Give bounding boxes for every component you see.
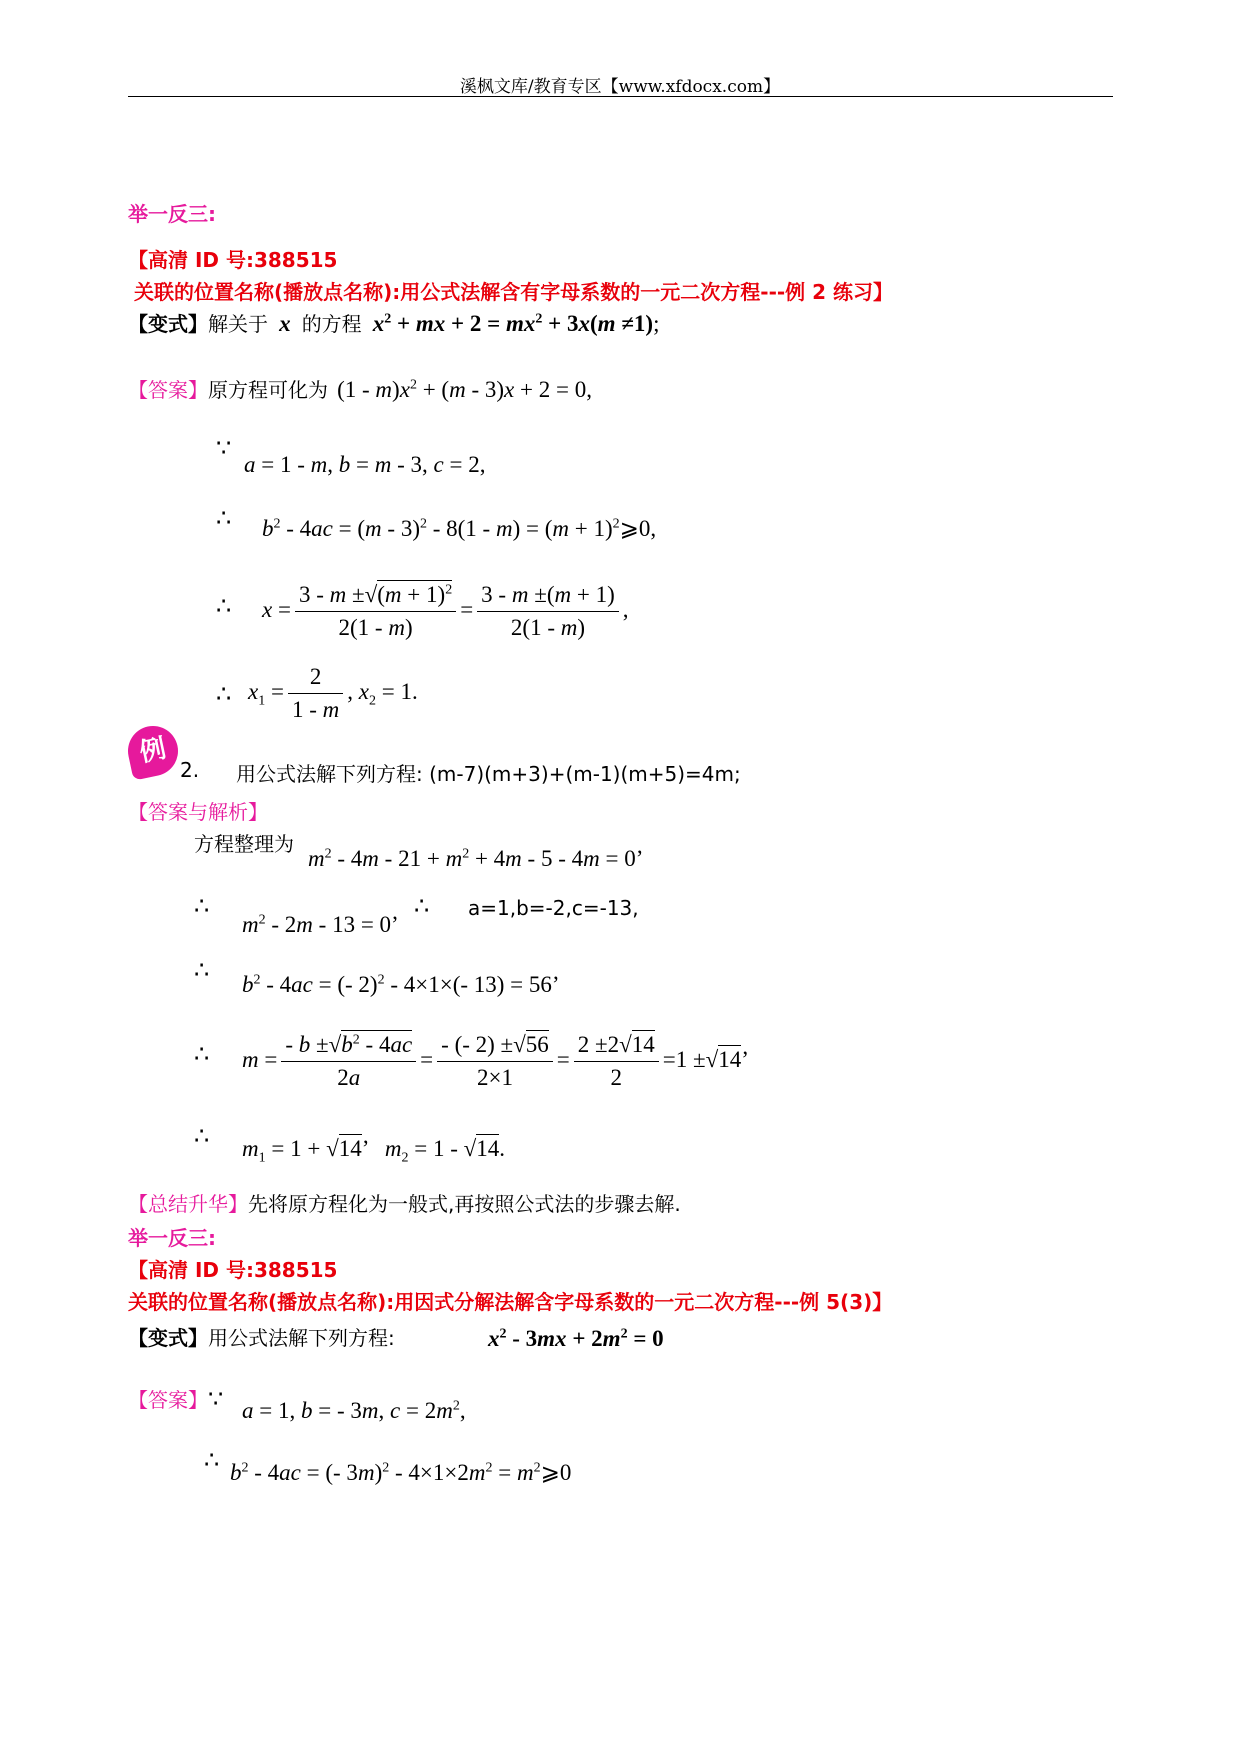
therefore-symbol: ∴ — [204, 1448, 220, 1474]
coefficient-values: a=1,b=-2,c=-13, — [468, 896, 639, 920]
roots-line: $x_1$ = $\frac{2}{1 - m}$ , $x_2 = 1$. — [248, 664, 418, 722]
therefore-symbol: ∴ — [194, 894, 210, 920]
answer-label: 【答案】 — [128, 378, 208, 402]
summary-line — [128, 1188, 681, 1217]
therefore-symbol: ∴ — [194, 1042, 210, 1068]
answer-line-2 — [128, 1384, 223, 1414]
video-id-line-2: 【高清 ID 号:388515 — [128, 1258, 338, 1282]
therefore-symbol: ∴ — [414, 894, 430, 920]
answer-equation-1: $(1 - m)x^2 + (m - 3)x + 2 = 0$, — [337, 377, 592, 402]
example-number: 2. — [180, 758, 200, 782]
answer-intro: 原方程可化为 — [208, 378, 328, 402]
because-symbol: ∵ — [208, 1387, 224, 1413]
therefore-symbol: ∴ — [216, 506, 232, 532]
coefficients-line: a = 1 - m, b = m - 3, c = 2, — [244, 452, 486, 477]
variant-problem: 【变式】解关于 x 的方程 $x^2$ + mx + $2 = mx^2 + 3x(m \ne 1)$; — [128, 311, 660, 336]
because-symbol: ∵ — [216, 436, 232, 462]
related-location-line-2: 关联的位置名称(播放点名称):用因式分解法解含字母系数的一元二次方程---例 5(3)】 — [128, 1290, 893, 1314]
page-header: 溪枫文库/教育专区【www.xfdocx.com】 — [459, 77, 781, 97]
summary-text: 先将原方程化为一般式,再按照公式法的步骤去解. — [248, 1192, 681, 1216]
quadratic-formula-line: m = $\frac{- b \pm√b^2 - 4ac}{2a}$ = $\frac{- (- 2) \pm√56}{2\times 1}$ = $\frac{2 \pm 2√14}{2}$ =1 ±√14’ — [242, 1032, 749, 1090]
practice-heading-2: 举一反三: — [128, 1226, 216, 1250]
root-formula-line: x = $\frac{3 - m \pm√(m + 1)^2}{2(1 - m)}$ = $\frac{3 - m \pm(m + 1)}{2(1 - m)}$ , — [262, 582, 629, 640]
variant-text-2: 用公式法解下列方程: — [208, 1326, 395, 1350]
final-roots: $m_1 = 1 + √14$’ $m_2 = 1 - √14$. — [242, 1136, 506, 1166]
variant-problem-2 — [128, 1322, 395, 1351]
general-form: $m^2 - 2m - 13 = 0$’ — [242, 912, 399, 937]
coefficients-line-2: a = 1, b = - 3m, $c = 2m^2$, — [242, 1398, 466, 1423]
variant-text-b: 的方程 — [301, 312, 362, 336]
step-intro: 方程整理为 — [194, 832, 294, 856]
variant-equation-2: $x^2 - 3mx + 2m^2 = 0$ — [488, 1326, 664, 1351]
header-rule — [128, 96, 1113, 97]
analysis-label: 【答案与解析】 — [128, 800, 268, 824]
variant-label: 【变式】 — [128, 312, 208, 336]
answer-label-2: 【答案】 — [128, 1388, 208, 1412]
therefore-symbol: ∴ — [194, 1124, 210, 1150]
therefore-symbol: ∴ — [216, 594, 232, 620]
summary-label: 【总结升华】 — [128, 1192, 248, 1216]
discriminant-line-2: $b^2 - 4ac$ = (- $3m)^2 - 4\times 1\times 2m^2$ = $m^2⩾0$ — [230, 1460, 572, 1485]
therefore-symbol: ∴ — [194, 958, 210, 984]
variant-equation: $x^2$ + mx + $2 = mx^2 + 3x(m \ne 1)$ — [372, 311, 654, 336]
example-problem: 用公式法解下列方程: (m-7)(m+3)+(m-1)(m+5)=4m; — [236, 762, 741, 786]
therefore-symbol: ∴ — [216, 682, 232, 708]
related-location-line: 关联的位置名称(播放点名称):用公式法解含有字母系数的一元二次方程---例 2 练习】 — [134, 280, 894, 304]
answer-line-1 — [128, 374, 592, 403]
example-badge: 例 — [123, 721, 182, 780]
discriminant-line: $b^2 - 4ac = (m - 3)^2 - 8(1 - m) = (m$ + $1)^2⩾0$, — [262, 516, 657, 541]
expanded-equation: $m^2 - 4m - 21 + m^2 + 4m - 5 - 4m = 0$’ — [308, 846, 644, 871]
variant-text-a: 解关于 — [208, 312, 268, 336]
practice-heading: 举一反三: — [128, 202, 216, 226]
variant-var: x — [279, 311, 291, 336]
discriminant-value: $b^2 - 4ac$ = (- 2)$^2$ - 4×1×(- 13) = 56’ — [242, 972, 560, 997]
variant-label-2: 【变式】 — [128, 1326, 208, 1350]
video-id-line: 【高清 ID 号:388515 — [128, 248, 338, 272]
